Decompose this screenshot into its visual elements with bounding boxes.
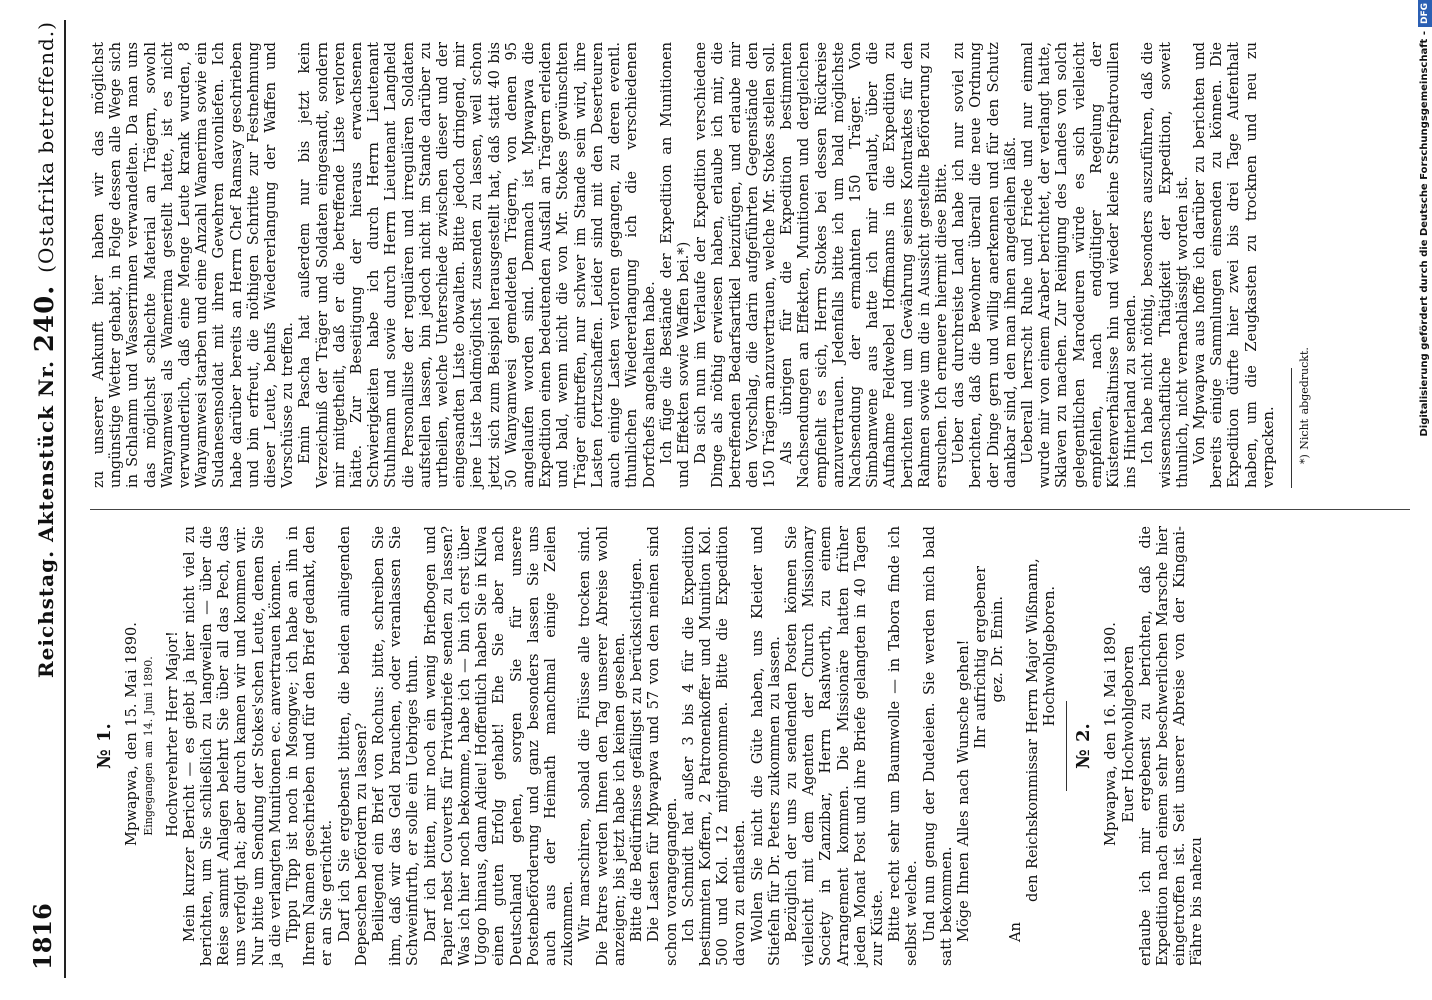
doc2-paragraph: Ich füge die Bestände der Expedition an Munitionen und Effekten sowie Waffen bei.*) [657,42,692,488]
doc1-paragraph: Bitte die Bedürfnisse gefälligst zu berücksichtigen. [628,557,646,942]
document-number: 240. [30,284,60,353]
doc1-salutation: Hochverehrter Herr Major! [163,631,181,837]
running-center: Aktenstück Nr. [34,360,58,542]
doc1-heading: № 1. [94,723,115,769]
credit-text: Digitalisierung gefördert durch die Deutsche Forschungsgemeinschaft - [1419,31,1430,437]
doc1-paragraph: Beiliegend ein Brief von Rochus: bitte, schreiben Sie ihm, daß wir das Geld brauchen, oder veranlassen Sie Schweinfurth, er solle ein Uebriges thun. [370,526,422,966]
doc1-paragraph: Bitte recht sehr um Baumwolle — in Tabora finde ich selbst welche. [886,526,921,966]
doc1-paragraph: Wollen Sie nicht die Güte haben, uns Kleider und Stiefeln für Dr. Peters zukommen zu lassen. [748,526,783,966]
doc1-closing: Ihr aufrichtig ergebener [972,566,990,749]
doc1-address-an: An [1006,922,1024,942]
doc2-paragraph: Da sich nun im Verlaufe der Expedition verschiedene Dinge als nöthig erwiesen haben, erlaube ich mir, die betreffenden Bedarfsartikel beizufügen, und erlaube mir den Vorschlag, die darin aufgeführten Gegenstände den 150 Trägern anzuvertrauen, welche Mr. Stokes stellen soll. [692,42,778,488]
left-column [90,526,1410,966]
doc1-paragraph: Tippu Tipp ist noch in Msongwe; ich habe an ihn in Ihrem Namen geschrieben und für den Brief gedankt, den er an Sie gerichtet. [284,526,336,966]
doc1-signature: gez. Dr. Emin. [989,596,1007,703]
doc2-paragraph: Emin Pascha hat außerdem nur bis jetzt kein Verzeichniß der Träger und Soldaten eingesandt, sondern mir mitgetheilt, daß er die betreffende Liste verloren hätte. Zur Beseitigung der hieraus erwachsenen Schwierigkeiten habe ich durch Herrn Lieutenant Stuhlmann und sowie durch Herrn Lieutenant Langheld die Personalliste der regulären und irregulären Soldaten aufstellen lassen, bin jedoch nicht im Stande darüber zu urtheilen, welche Unterschiede zwischen dieser und der eingesandten Liste obwalten. Bitte jedoch dringend, mir jene Liste baldmöglichst zusenden zu lassen, weil schon jetzt sich zum Beispiel herausgestellt hat, daß statt 40 bis 50 Wanyamwesi gemeldeten Trägern, von denen 95 angelaufen worden sind. Demnach ist Mpwapwa die Expedition einen bedeutenden Ausfall an Trägern erleiden und bald, wenn nicht die von Mr. Stokes gewünschten Träger eintreffen, nur schwer im Stande sein wird, ihre Lasten fortzuschaffen. Leider sind mit den Deserteuren auch einige Lasten verloren gegangen, zu deren eventl. thunlichen Wiedererlangung ich die verschiedenen Dorfchefs angehalten habe. [296,42,658,488]
doc2-heading: № 2. [1073,723,1095,769]
doc2-paragraph: Ich habe nicht nöthig, besonders auszuführen, daß die wissenschaftliche Thätigkeit der Expedition, soweit thunlich, nicht vernachlässigt worden ist. [1139,42,1191,488]
doc1-dateline: Mpwapwa, den 15. Mai 1890. [123,622,141,846]
digitization-credit [1418,0,1432,1000]
doc2-paragraph: Als übrigen für die Expedition bestimmten Nachsendungen an Effekten, Munitionen und dergleichen empfiehlt es sich, Herrn Stokes bei dessen Rückreise anzuvertrauen. Jedenfalls bitte ich um bald möglichste Nachsendung der ermahnten 150 Träger. Von Simbamwene aus hatte ich mir erlaubt, über die Aufnahme Feldwebel Hoffmanns in die Expedition zu berichten und um Gewährung seines Kontraktes für den Rahmen sowie um die in Aussicht gestellte Beförderung zu ersuchen. Ich erneuere hiermit diese Bitte. [778,42,950,488]
doc2-paragraph: erlaube ich mir ergebenst zu berichten, daß die Expedition nach einem sehr beschwerlichen Marsche hier eingetroffen ist. Seit unserer Abreise von der Kingani-Fähre bis nahezu [1136,526,1206,966]
doc2-dateline: Mpwapwa, den 16. Mai 1890. [1102,622,1120,846]
dfg-logo: DFG [1418,0,1432,27]
column-divider [90,509,1410,510]
doc2-paragraph: Von Mpwapwa aus hoffe ich darüber zu berichten und bereits einige Sammlungen einsenden zu können. Die Expedition dürfte hier zwei bis drei Tage Aufenthalt haben, um die Zeugkasten zu trocknen und neu zu verpacken. [1191,42,1277,488]
running-topic: (Ostafrika betreffend.) [34,21,58,273]
doc1-paragraph: Mein kurzer Bericht — es giebt ja hier nicht viel zu berichten, um Sie schließlich zu langweilen — über die Reise sammt Anlagen belehrt Sie über all das Pech, das uns verfolgt hat; aber durch kamen wir und kommen wir. Nur bitte um Sendung der Stokes'schen Leute, denen Sie ja die verlangten Munitionen ec. anvertrauen können. [180,526,284,966]
doc1-received: Eingegangen am 14. Juni 1890. [142,656,156,836]
footnote: *) Nicht abgedruckt. [1298,347,1312,464]
running-title [30,21,60,678]
doc2-paragraph: zu unserer Ankunft hier haben wir das möglichst ungünstige Wetter gehabt, in Folge dessen alle Wege sich in Schlamm und Wasserrinnen verwandelten. Da man uns das möglichst schlechte Material an Trägern, sowohl Wanyamwesi als Wamerima gestellt hatte, ist es nicht verwunderlich, daß eine Menge Leute krank wurden, 8 Wanyamwesi starben und eine Anzahl Wamerima sowie ein Sudanesensoldat mit ihren Gewehren davonliefen. Ich habe darüber bereits an Herrn Chef Ramsay geschrieben und bin erfreut, die nöthigen Schritte zur Festnehmung dieser Leute, behufs Wiedererlangung der Waffen und Vorschüsse zu treffen. [90,42,297,488]
footnote-rule [1291,368,1292,488]
doc1-address-name: den Reichskommissar Herrn Major Wißmann, [1023,558,1041,902]
right-column [90,42,1410,488]
doc1-paragraph: Darf ich Sie ergebenst bitten, die beiden anliegenden Depeschen befördern zu lassen? [335,526,370,966]
separator-rule [1066,701,1067,791]
doc1-paragraph: Und nun genug der Dudeleien. Sie werden mich bald satt bekommen. [920,526,955,966]
doc2-paragraph: Ueber das durchreiste Land habe ich nur soviel zu berichten, daß die Bewohner überall die neue Ordnung der Dinge gern und willig anerkennen und für den Schutz dankbar sind, den man ihnen angedeihen läßt. [950,42,1019,488]
doc1-paragraph: Bezüglich der uns zu sendenden Posten können Sie vielleicht mit dem Agenten der Church Missionary Society in Zanzibar, Herrn Rashworth, zu einem Arrangement kommen. Die Missionäre hatten früher jeden Monat Post und ihre Briefe gelangten in 40 Tagen zur Küste. [782,526,886,966]
page-header [24,20,66,978]
doc2-paragraph: Ueberall herrscht Ruhe und Friede und nur einmal wurde mir von einem Araber berichtet, der verlangt hatte, Sklaven zu machen. Zur Reinigung des Landes von solch gelegentlichen Marodeuren würde es sich vielleicht empfehlen, nach endgültiger Regelung der Küstenverhältnisse hin und wieder kleine Streifpatrouillen ins Hinterland zu senden. [1018,42,1140,488]
doc1-paragraph: Wir marschiren, sobald die Flüsse alle trocken sind. Die Patres werden Ihnen den Tag unserer Abreise wohl anzeigen; bis jetzt habe ich keinen gesehen. [576,526,628,966]
page-number: 1816 [28,903,57,970]
doc1-paragraph: Darf ich bitten, mir noch ein wenig Briefbogen und Papier nebst Couverts für Privatbriefe senden zu lassen? Was ich hier noch bekomme, habe ich — bin ich erst über Ugogo hinaus, dann Adieu! Hoffentlich haben Sie in Kilwa einen guten Erfolg gehabt! Ehe Sie aber nach Deutschland gehen, sorgen Sie für unsere Postenbeförderung und ganz besonders lassen Sie uns auch aus der Heimath manchmal einige Zeilen zukommen. [421,526,577,966]
doc1-paragraph: Möge Ihnen Alles nach Wunsche gehen! [954,639,972,942]
running-left: Reichstag. [34,549,58,678]
doc1-address-title: Hochwohlgeboren. [1040,586,1058,727]
doc1-paragraph: Ich Schmidt hat außer 3 bis 4 für die Expedition bestimmten Koffern, 2 Patronenkoffer und Munition Kol. 500 und Kol. 12 mitgenommen. Bitte die Expedition davon zu entlasten. [679,526,749,966]
doc1-paragraph: Die Lasten für Mpwapwa und 57 von den meinen sind schon vorangegangen. [645,526,680,966]
doc2-salutation: Euer Hochwohlgeboren [1119,645,1137,823]
